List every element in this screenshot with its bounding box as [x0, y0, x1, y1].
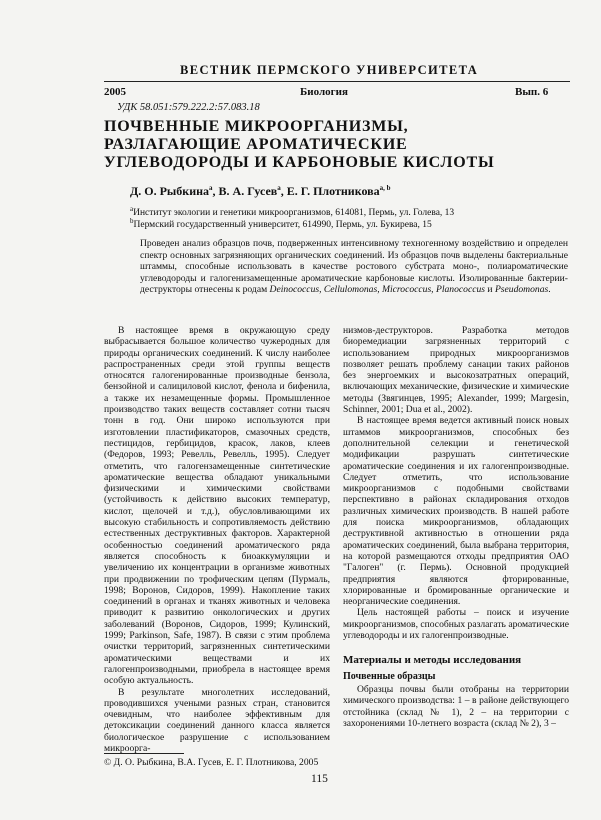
affiliation-b: [130, 217, 432, 230]
article-title-line-2: РАЗЛАГАЮЩИЕ АРОМАТИЧЕСКИЕ: [104, 136, 408, 153]
abstract-last-genus: Pseudomonas: [494, 284, 549, 296]
article-title-line-3: УГЛЕВОДОРОДЫ И КАРБОНОВЫЕ КИСЛОТЫ: [104, 154, 495, 171]
journal-year: 2005: [104, 86, 126, 98]
affiliation-a-mark: a: [130, 205, 134, 213]
paragraph: Образцы почвы были отобраны на территории химического производства: 1 – в районе действующего отстойника (склад № 1), 2 – на территории с захоронениями 10-летнего возраста (склад № 2), 3 –: [343, 683, 569, 729]
udc-code: УДК 58.051:579.222.2:57.083.18: [117, 102, 260, 113]
author-list: Д. О. Рыбкина$^a$, В. А. Гусев$^a$, Е. Г. Плотникова$^{a, b}$: [130, 184, 391, 198]
journal-section: Биология: [300, 86, 348, 98]
footnote-rule: [104, 753, 184, 754]
abstract-and: и: [485, 284, 495, 296]
subsection-heading: Почвенные образцы: [343, 670, 436, 682]
paragraph: В настоящее время ведется активный поиск новых штаммов микроорганизмов, способных без дополнительной селекции и генетической модификации разрушать синтетические ароматические соединения и их галогенпроизводные. Следует отметить, что использование микроорганизмов с подобными свойствами перспективно в районах складирования отходов различных химических производств. В нашей работе для поиска микроорганизмов, обладающих деструктивной активностью в отношении ряда ароматических соединений, была выбрана территория, на которой размещаются отходы предприятия ОАО "Галоген" (г. Пермь). Основной продукцией предприятия являются фторированные, хлорированные и бромированные органические и неорганические соединения.: [343, 415, 569, 608]
abstract-genera: Deinococcus, Cellulomonas, Micrococcus, Planococcus: [269, 284, 485, 296]
affiliation-b-mark: b: [130, 217, 134, 225]
affiliation-a-text: Институт экологии и генетики микроорганизмов, 614081, Пермь, ул. Голева, 13: [133, 208, 455, 219]
journal-issue: Вып. 6: [515, 86, 549, 98]
header-rule: [104, 81, 570, 82]
author-2: В. А. Гусев: [218, 184, 278, 198]
author-1: Д. О. Рыбкина: [130, 184, 210, 198]
author-1-mark: a: [209, 184, 213, 192]
copyright: © Д. О. Рыбкина, В.А. Гусев, Е. Г. Плотникова, 2005: [104, 757, 319, 768]
affiliation-b-text: Пермский государственный университет, 614990, Пермь, ул. Букирева, 15: [133, 220, 432, 231]
article-title-line-1: ПОЧВЕННЫЕ МИКРООРГАНИЗМЫ,: [104, 118, 409, 135]
paragraph: Цель настоящей работы – поиск и изучение микроорганизмов, способных разлагать ароматические углеводороды и их галогенпроизводные.: [343, 607, 569, 642]
abstract-end: .: [548, 284, 551, 296]
abstract: [140, 238, 568, 296]
author-3: Е. Г. Плотникова: [286, 184, 380, 198]
paragraph: В настоящее время в окружающую среду выбрасывается большое количество чужеродных для природы органических соединений. К числу наиболее распространенных среди этой группы веществ относятся галогенированные производные бензола, бензойной и салициловой кислот, фенола и бифенила, а также их незамещенные формы. Промышленное производство таких веществ составляет сотни тысяч тонн в год. Они широко используются при изготовлении пластификаторов, смазочных средств, пестицидов, гербицидов, красок, лаков, клеев (Федоров, 1993; Ревелль, Ревелль, 1995). Следует отметить, что галогензамещенные синтетические ароматические вещества обладают уникальными физическими и химическими свойствами (устойчивость к действию высоких температур, кислот, щелочей и т.д.), обусловливающими их высокую стабильность и сопротивляемость действию естественных деструктивных факторов. Характерной особенностью соединений ароматического ряда является способность к биоаккумуляции и увеличению их концентрации в организме животных при продвижении по трофическим цепям (Пурмаль, 1998; Воронов, Сидоров, 1999). Накопление таких соединений в органах и тканях животных и человека приводит к развитию онкологических и других заболеваний (Воронов, Сидоров, 1999; Кулинский, 1999; Parkinson, Safe, 1987). В связи с этим проблема очистки территорий, загрязненных синтетическими ароматическими веществами и их галогенпроизводными, приобрела в настоящее время особую актуальность.: [104, 325, 330, 687]
author-2-mark: a: [277, 184, 281, 192]
author-3-mark: a, b: [379, 184, 391, 192]
paragraph: В результате многолетних исследований, проводившихся учеными разных стран, становится очевидным, что наиболее эффективным для детоксикации соединений данного класса является биологическое разрушение с использованием микроорга-: [104, 686, 330, 754]
abstract-text: Проведен анализ образцов почв, подверженных интенсивному техногенному воздействию и определен спектр основных загрязняющих органических соединений. Из образцов почв выделены бактериальные штаммы, способные использовать в качестве ростового субстрата моно-, полиароматические углеводороды и галогенизамещенные ароматические карбоновые кислоты. Изолированные бактерии-деструкторы отнесены к родам: [140, 238, 568, 296]
section-heading: Материалы и методы исследования: [343, 654, 522, 667]
body-column-left: [104, 325, 330, 754]
journal-title: ВЕСТНИК ПЕРМСКОГО УНИВЕРСИТЕТА: [180, 63, 479, 77]
page-number: 115: [311, 773, 328, 785]
body-column-right: [343, 325, 569, 729]
paragraph: низмов-деструкторов. Разработка методов биоремедиации загрязненных территорий с использованием природных микроорганизмов позволяет решать проблему санации таких районов без энергоемких и высокозатратных операций, включающих механические, физические и химические методы (Звягинцев, 1995; Alexander, 1999; Margesin, Schinner, 2001; Dua et al., 2002).: [343, 325, 569, 416]
